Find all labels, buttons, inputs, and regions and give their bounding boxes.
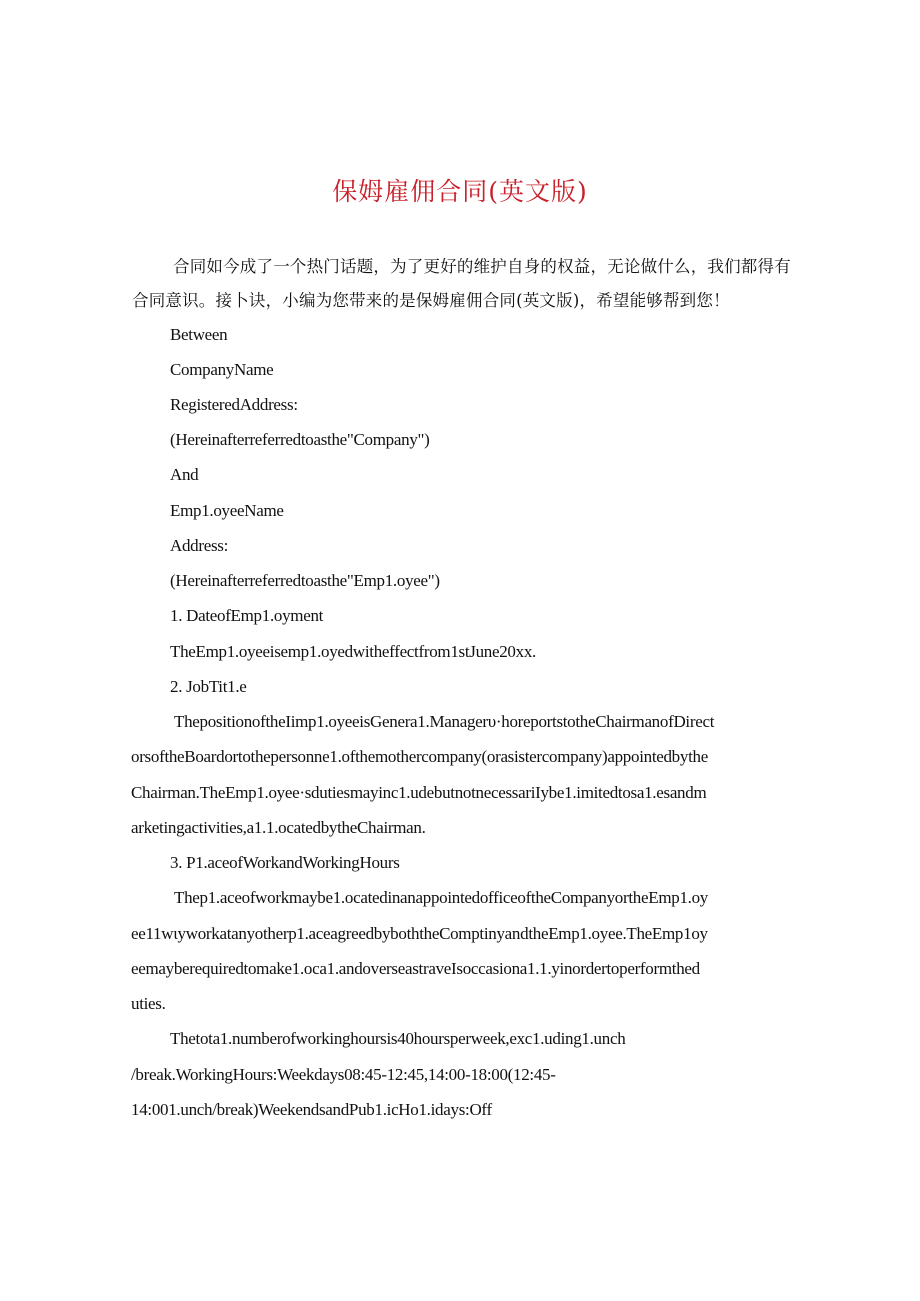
party-between: Between	[170, 325, 228, 344]
working-hours-text-line: /break.WorkingHours:Weekdays08:45-12:45,14:00-18:00(12:45-	[131, 1065, 556, 1084]
job-title-text-line: ThepositionoftheIimp1.oyeeisGenera1.Managerυ·horeportstotheChairmanofDirect	[174, 712, 715, 731]
company-address-field: RegisteredAddress:	[170, 395, 298, 414]
section-heading-date: 1. DateofEmp1.oyment	[170, 606, 324, 625]
company-definition: (Hereinafterreferredtoasthe"Company")	[170, 430, 430, 449]
section-text-date: TheEmp1.oyeeisemp1.oyedwitheffectfrom1stJune20xx.	[170, 642, 536, 661]
working-hours-text-line: 14:001.unch/break)WeekendsandPub1.icHo1.idays:Off	[131, 1100, 492, 1119]
section-heading-job-title: 2. JobTit1.e	[170, 677, 247, 696]
employee-address-field: Address:	[170, 536, 229, 555]
job-title-text-line: Chairman.TheEmp1.oyee·sdutiesmayinc1.udebutnotnecessariIybe1.imitedtosa1.esandm	[131, 783, 707, 802]
place-of-work-text-line: Thep1.aceofworkmaybe1.ocatedinanappointedofficeoftheCompanyortheEmp1.oy	[174, 888, 708, 907]
working-hours-text-line: Thetota1.numberofworkinghoursis40hoursperweek,exc1.uding1.unch	[170, 1029, 626, 1048]
company-name-field: CompanyName	[170, 360, 274, 379]
place-of-work-text-line: uties.	[131, 994, 166, 1013]
employee-definition: (Hereinafterreferredtoasthe"Emp1.oyee")	[170, 571, 440, 590]
job-title-text-line: arketingactivities,a1.1.ocatedbytheChairman.	[131, 818, 426, 837]
document-title: 保姆雇佣合同(英文版)	[332, 177, 588, 206]
party-and: And	[170, 465, 199, 484]
job-title-text-line: orsoftheBoardortothepersonne1.ofthemothercompany(orasistercompany)appointedbythe	[131, 747, 708, 766]
place-of-work-text-line: eemayberequiredtomake1.oca1.andoverseastraveIsoccasiona1.1.yinordertoperformthed	[131, 959, 700, 978]
employee-name-field: Emp1.oyeeName	[170, 501, 284, 520]
section-heading-place-of-work: 3. P1.aceofWorkandWorkingHours	[170, 853, 400, 872]
intro-paragraph: 合同如今成了一个热门话题，为了更好的维护自身的权益，无论做什么，我们都得有合同意识。接卜诀，小编为您带来的是保姆雇佣合同(英文版)，希望能够帮到您！	[132, 257, 791, 310]
place-of-work-text-line: ee11wιyworkatanyotherp1.aceagreedbyboththeComptinyandtheEmp1.oyee.TheEmp1oy	[131, 924, 708, 943]
